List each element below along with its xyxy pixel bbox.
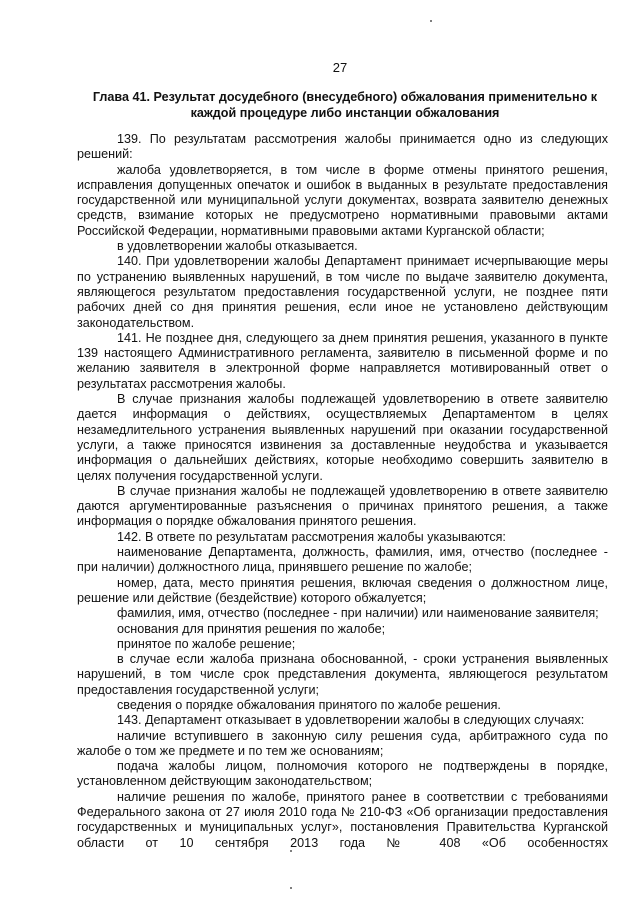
list-item-department-name: наименование Департамента, должность, фамилия, имя, отчество (последнее - при наличии) должностного лица, принявшего решение по жалобе; [77, 545, 608, 575]
scan-speck [290, 850, 292, 852]
paragraph-141-refused-case: В случае признания жалобы не подлежащей удовлетворению в ответе заявителю даются аргументированные разъяснения о причинах принятого решения, а также информация о порядке обжалования принятого решения. [77, 483, 608, 529]
paragraph-141: 141. Не позднее дня, следующего за днем принятия решения, указанного в пункте 139 настоящего Административного регламента, заявителю в письменной форме и по желанию заявителя в электронной форме направляется мотивированный ответ о результатах рассмотрения жалобы. [77, 330, 608, 391]
list-item-applicant-name: фамилия, имя, отчество (последнее - при наличии) или наименование заявителя; [117, 606, 599, 621]
list-item-violation-deadlines: в случае если жалоба признана обоснованной, - сроки устранения выявленных нарушений, в том числе срок представления документа, являющегося результатом предоставления государственной услуги; [77, 652, 608, 697]
list-item-decision-number: номер, дата, место принятия решения, включая сведения о должностном лице, решение или действие (бездействие) которого обжалуется; [77, 575, 608, 605]
paragraph-142: 142. В ответе по результатам рассмотрения жалобы указываются: [117, 529, 506, 544]
paragraph-141-satisfied-case: В случае признания жалобы подлежащей удовлетворению в ответе заявителю дается информация о действиях, осуществляемых Департаментом в целях незамедлительного устранения выявленных нарушений при оказании государственной услуги, а также приносятся извинения за доставленные неудобства и указывается информация о дальнейших действиях, которые необходимо совершить заявителю в целях получения государственной услуги. [77, 392, 608, 483]
body-text [77, 132, 608, 851]
paragraph-143: 143. Департамент отказывает в удовлетворении жалобы в следующих случаях: [117, 713, 585, 728]
list-item-complaint-refused: в удовлетворении жалобы отказывается. [117, 239, 358, 254]
list-item-decision-made: принятое по жалобе решение; [117, 636, 296, 651]
chapter-title: Глава 41. Результат досудебного (внесудебного) обжалования применительно к каждой процедуре либо инстанции обжалования [92, 90, 598, 120]
page-number: 27 [332, 60, 348, 75]
paragraph-140: 140. При удовлетворении жалобы Департамент принимает исчерпывающие меры по устранению выявленных нарушений, в том числе по выдаче заявителю документа, являющегося результатом предоставления государственной услуги, не позднее пяти рабочих дней со дня принятия решения, если иное не установлено действующим законодательством. [77, 254, 608, 330]
list-item-unconfirmed-authority: подача жалобы лицом, полномочия которого не подтверждены в порядке, установленном действующим законодательством; [77, 759, 608, 789]
scan-speck [290, 887, 292, 889]
paragraph-139: 139. По результатам рассмотрения жалобы принимается одно из следующих решений: [77, 132, 608, 162]
list-item-previous-decision: наличие решения по жалобе, принятого ранее в соответствии с требованиями Федерального закона от 27 июля 2010 года № 210-ФЗ «Об организации предоставления государственных и муниципальных услуг», постановления Правительства Курганской области от 10 сентября 2013 года № 408 «Об особенностях [77, 789, 608, 850]
list-item-complaint-satisfied: жалоба удовлетворяется, в том числе в форме отмены принятого решения, исправления допущенных опечаток и ошибок в выданных в результате предоставления государственной или муниципальной услуги документах, возврата заявителю денежных средств, взимание которых не предусмотрено нормативными правовыми актами Российской Федерации, нормативными правовыми актами Курганской области; [77, 162, 608, 238]
list-item-appeal-procedure: сведения о порядке обжалования принятого по жалобе решения. [117, 697, 501, 712]
scan-speck [430, 20, 432, 22]
list-item-court-decision: наличие вступившего в законную силу решения суда, арбитражного суда по жалобе о том же предмете и по тем же основаниям; [77, 728, 608, 758]
list-item-decision-grounds: основания для принятия решения по жалобе; [117, 621, 386, 636]
